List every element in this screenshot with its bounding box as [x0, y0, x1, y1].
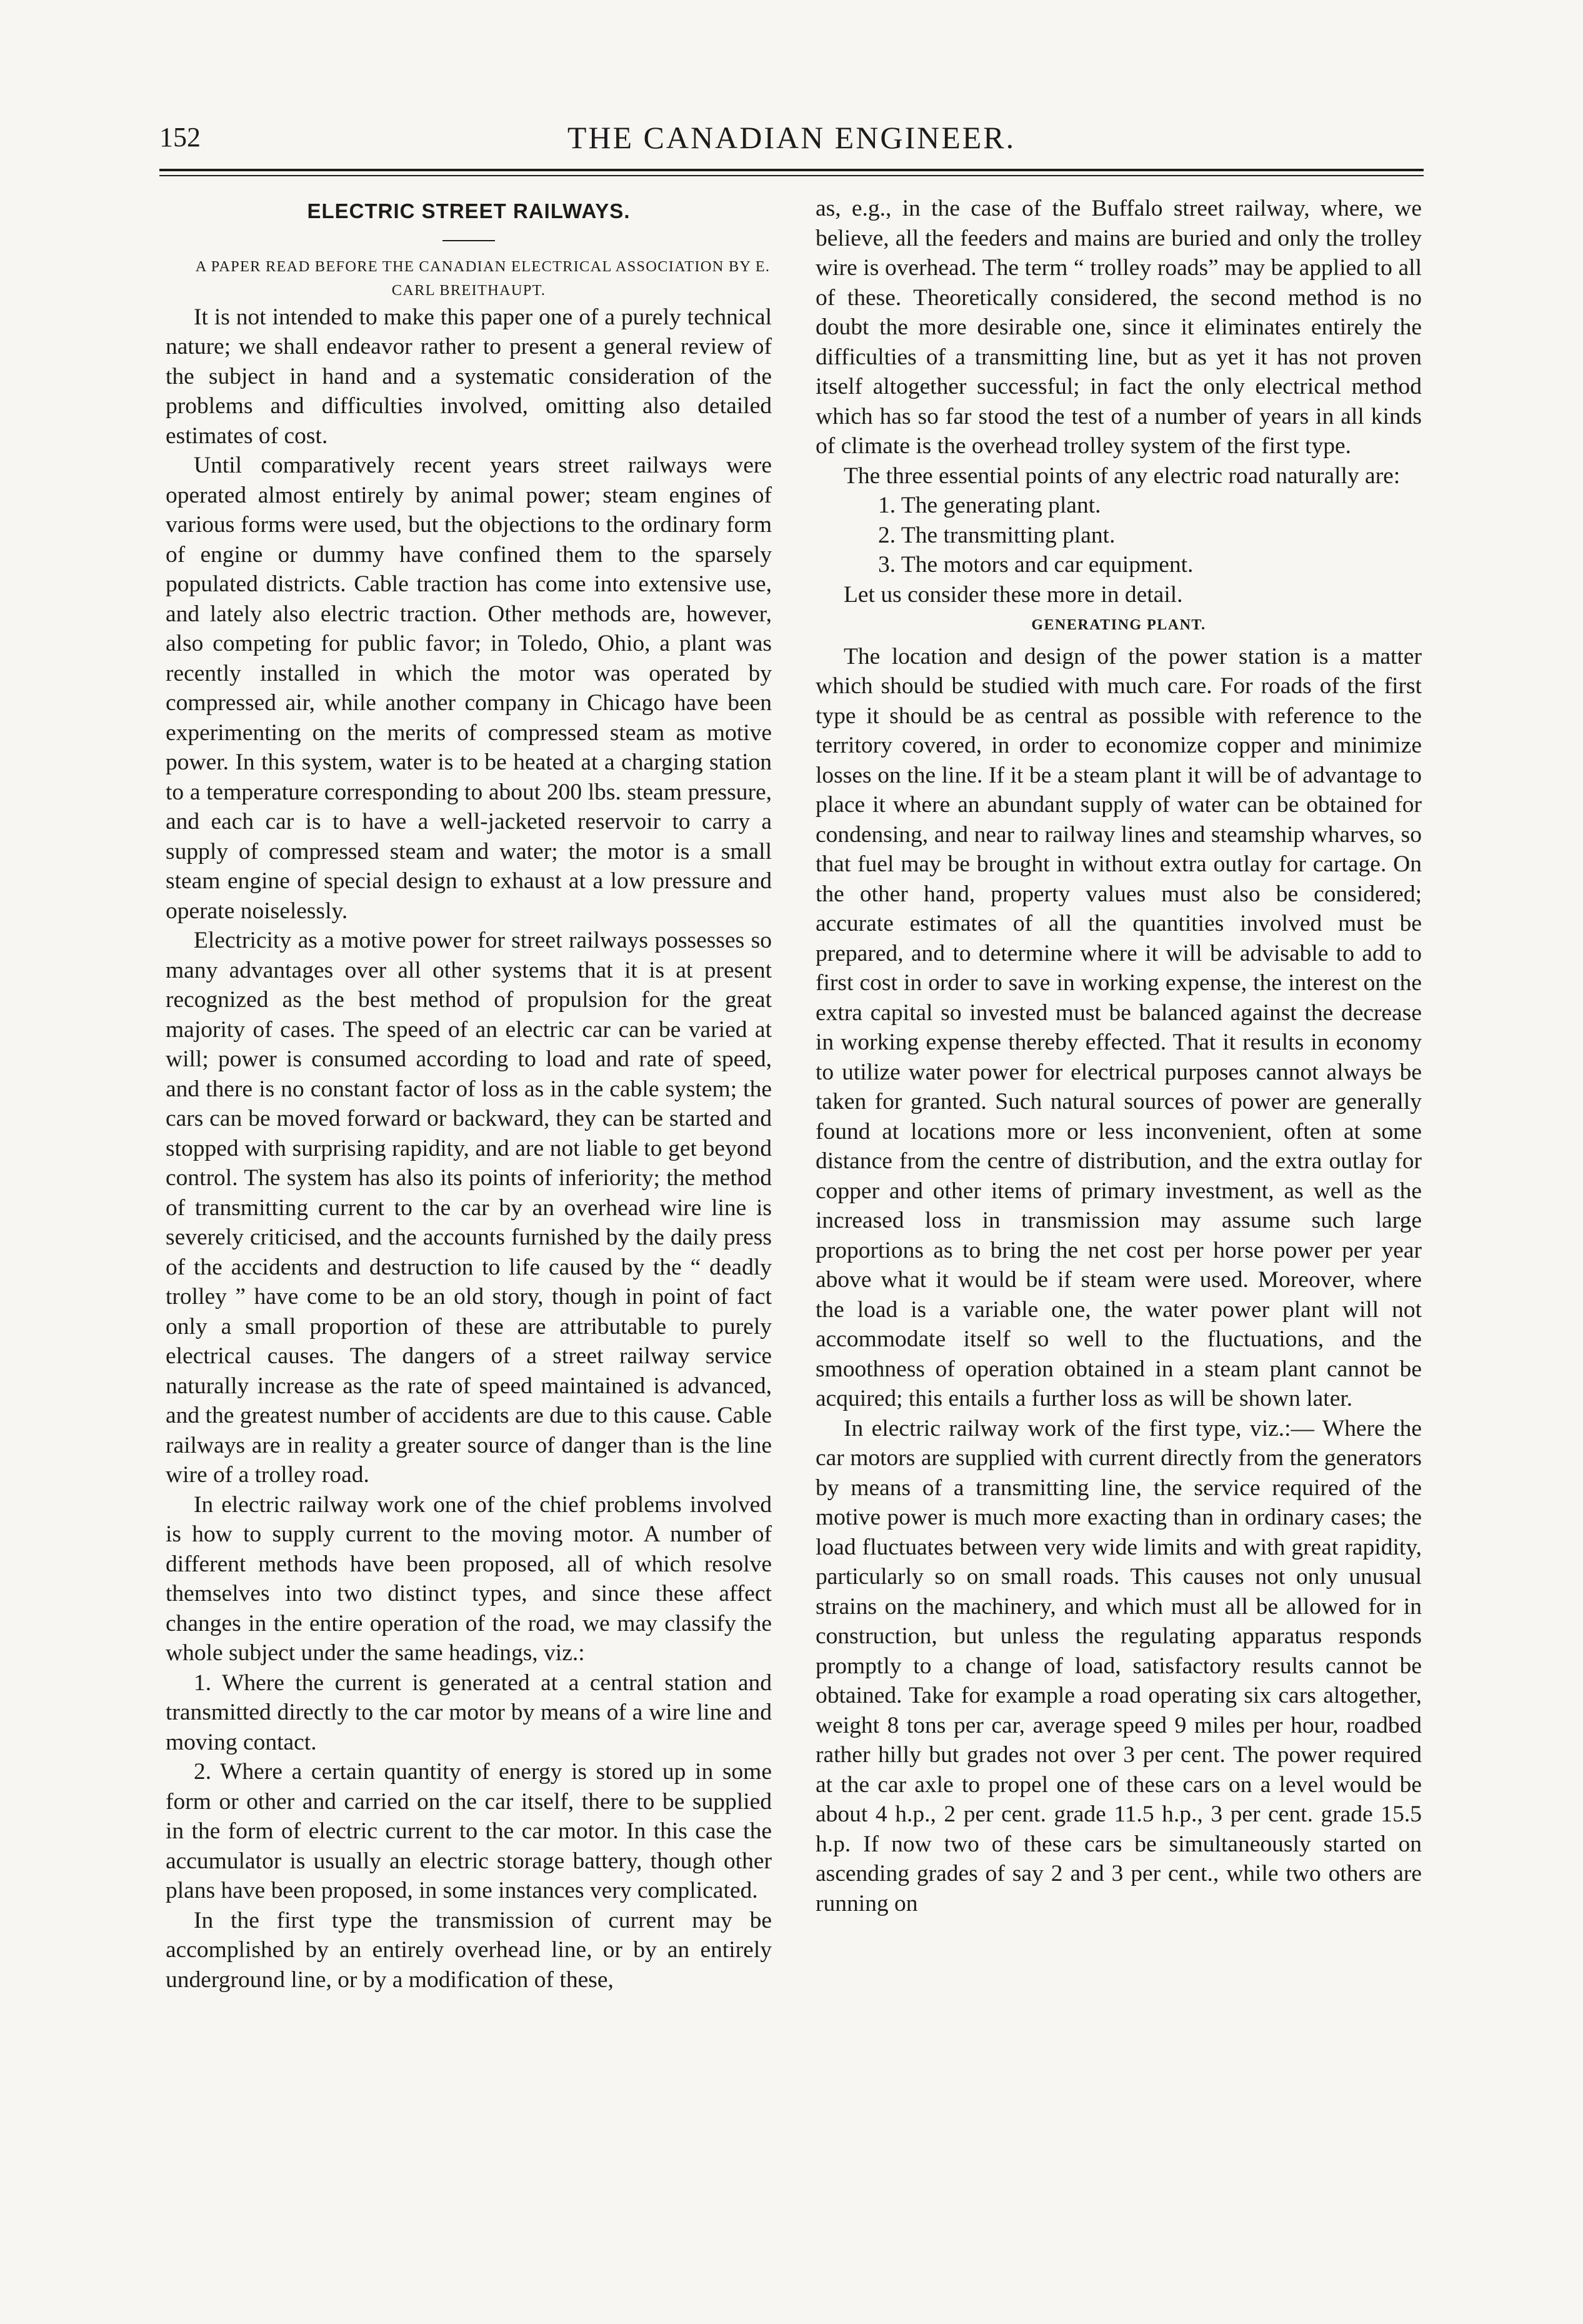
article-title: ELECTRIC STREET RAILWAYS.: [307, 199, 631, 223]
paragraph: In the first type the transmission of current may be accomplished by an entirely overhead line, or by an entirely underground line, or by a modification of these,: [166, 1907, 772, 1993]
list-item: 2. The transmitting plant.: [878, 522, 1116, 548]
journal-title: THE CANADIAN ENGINEER.: [567, 120, 1016, 155]
left-column: [166, 194, 772, 1995]
right-column: [816, 194, 1422, 1918]
paragraph: 1. Where the current is generated at a central station and transmitted directly to the car motor by means of a wire line and moving contact.: [166, 1670, 772, 1755]
header-rule: [159, 169, 1424, 171]
page-number: 152: [159, 122, 201, 153]
paragraph-continued: as, e.g., in the case of the Buffalo street railway, where, we believe, all the feeders and mains are buried and only the trolley wire is overhead. The term “ trolley roads” may be applied to all of these. Theoretically considered, the second method is no doubt the more desirable one, since it eliminates entirely the difficulties of a transmitting line, but as yet it has not proven itself altogether successful; in fact the only electrical method which has so far stood the test of a number of years in all kinds of climate is the overhead trolley system of the first type.: [816, 196, 1422, 459]
byline: A PAPER READ BEFORE THE CANADIAN ELECTRICAL ASSOCIATION BY E. CARL BREITHAUPT.: [195, 258, 771, 299]
header-rule-thin: [159, 175, 1424, 176]
paragraph: 2. Where a certain quantity of energy is stored up in some form or other and carried on the car itself, there to be supplied in the form of electric current to the car motor. In this case the accumulator is usually an electric storage battery, though other plans have been proposed, in some instances very complicated.: [166, 1759, 772, 1903]
paragraph: Until comparatively recent years street railways were operated almost entirely by animal power; steam engines of various forms were used, but the objections to the ordinary form of engine or dummy have confined them to the sparsely populated districts. Cable traction has come into extensive use, and lately also electric traction. Other methods are, however, also competing for public favor; in Toledo, Ohio, a plant was recently installed in which the motor was operated by compressed air, while another company in Chicago have been experimenting on the merits of compressed steam as motive power. In this system, water is to be heated at a charging station to a temperature corresponding to about 200 lbs. steam pressure, and each car is to have a well-jacketed reservoir to carry a supply of compressed steam and water; the motor is a small steam engine of special design to exhaust at a low pressure and operate noiselessly.: [166, 453, 772, 924]
paragraph: The three essential points of any electric road naturally are:: [844, 463, 1401, 489]
paragraph: In electric railway work of the first type, viz.:— Where the car motors are supplied with current directly from the generators by means of a transmitting line, the service required of the motive power is much more exacting than in ordinary cases; the load fluctuates between very wide limits and with great rapidity, particularly so on small roads. This causes not only unusual strains on the machinery, and which must all be allowed for in construction, but unless the regulating apparatus responds promptly to a change of load, satisfactory results cannot be obtained. Take for example a road operating six cars altogether, weight 8 tons per car, average speed 9 miles per hour, roadbed rather hilly but grades not over 3 per cent. The power required at the car axle to propel one of these cars on a level would be about 4 h.p., 2 per cent. grade 11.5 h.p., 3 per cent. grade 15.5 h.p. If now two of these cars be simultaneously started on ascending grades of say 2 and 3 per cent., while two others are running on: [816, 1415, 1422, 1916]
paragraph: The location and design of the power station is a matter which should be studied with much care. For roads of the first type it should be as central as possible with reference to the territory covered, in order to economize copper and minimize losses on the line. If it be a steam plant it will be of advantage to place it where an abundant supply of water can be obtained for condensing, and near to railway lines and steamship wharves, so that fuel may be brought in without extra outlay for cartage. On the other hand, property values must also be considered; accurate estimates of all the quantities involved must be prepared, and to determine where it will be advisable to add to first cost in order to save in working expense, the interest on the extra capital so invested must be balanced against the decrease in working expense thereby effected. That it results in economy to utilize water power for electrical purposes cannot always be taken for granted. Such natural sources of power are generally found at locations more or less inconvenient, often at some distance from the centre of distribution, and the extra outlay for copper and other items of primary investment, as well as the increased loss in transmission may assume such large proportions as to bring the net cost per horse power per year above what it would be if steam were used. Moreover, where the load is a variable one, the water power plant will not accommodate itself so well to the fluctuations, and the smoothness of operation obtained in a steam plant cannot be acquired; this entails a further loss as will be shown later.: [816, 643, 1422, 1411]
paragraph: Electricity as a motive power for street railways possesses so many advantages over all other systems that it is at present recognized as the best method of propulsion for the great majority of cases. The speed of an electric car can be varied at will; power is consumed according to load and rate of speed, and there is no constant factor of loss as in the cable system; the cars can be moved forward or backward, they can be started and stopped with surprising rapidity, and are not liable to get beyond control. The system has also its points of inferiority; the method of transmitting current to the car by an overhead wire line is severely criticised, and the accounts furnished by the daily press of the accidents and destruction to life caused by the “ deadly trolley ” have come to be an old story, though in point of fact only a small proportion of these are attributable to purely electrical causes. The dangers of a street railway service naturally increase as the rate of speed maintained is advanced, and the greatest number of accidents are due to this cause. Cable railways are in reality a greater source of danger than is the line wire of a trolley road.: [166, 928, 772, 1488]
paragraph: It is not intended to make this paper one of a purely technical nature; we shall endeavor rather to present a general review of the subject in hand and a systematic consideration of the problems and difficulties involved, omitting also detailed estimates of cost.: [166, 304, 772, 449]
page-header: [159, 119, 1424, 169]
paragraph: Let us consider these more in detail.: [844, 581, 1183, 608]
list-item: 3. The motors and car equipment.: [878, 552, 1194, 578]
title-rule: [442, 240, 495, 241]
section-heading: GENERATING PLANT.: [1031, 617, 1206, 633]
paragraph: In electric railway work one of the chief problems involved is how to supply current to the moving motor. A number of different methods have been proposed, all of which resolve themselves into two distinct types, and since these affect changes in the entire operation of the road, we may classify the whole subject under the same headings, viz.:: [166, 1491, 772, 1666]
list-item: 1. The generating plant.: [878, 493, 1101, 518]
